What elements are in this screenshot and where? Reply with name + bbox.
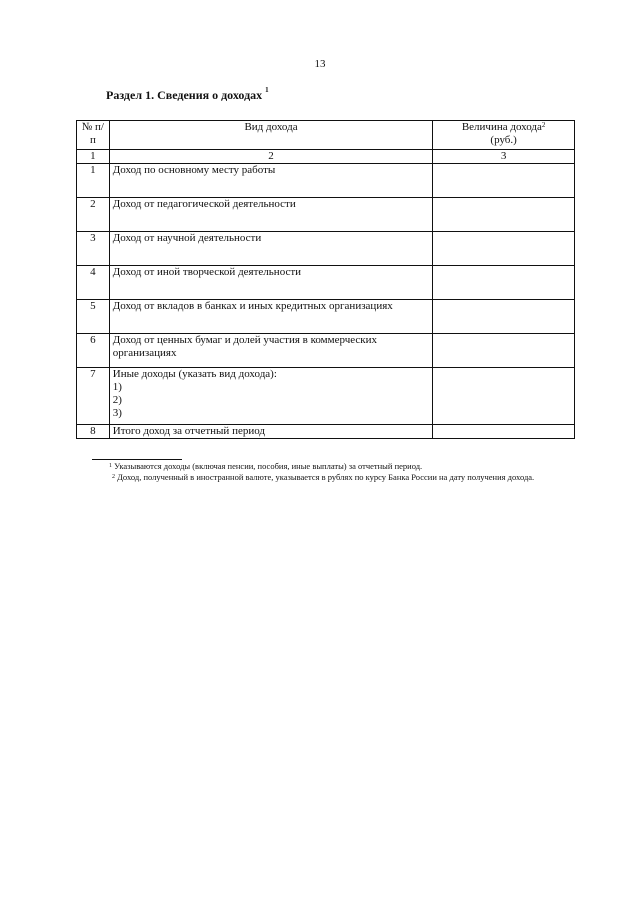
other-income-item: 3) <box>112 407 122 419</box>
row-label <box>109 368 432 425</box>
section-title <box>106 88 269 103</box>
row-value[interactable] <box>433 368 575 425</box>
row-number: 4 <box>77 266 110 300</box>
footnote-divider <box>92 459 182 460</box>
row-number: 1 <box>77 164 110 198</box>
row-value[interactable] <box>433 425 575 439</box>
header-number: № п/п <box>77 121 110 150</box>
row-value[interactable] <box>433 232 575 266</box>
footnote <box>92 461 578 472</box>
footnote-text: Доход, полученный в иностранной валюте, указывается в рублях по курсу Банка России на дату получения дохода. <box>117 472 535 482</box>
header-income-amount <box>433 121 575 150</box>
table-row <box>77 164 575 198</box>
column-number: 2 <box>109 150 432 164</box>
row-value[interactable] <box>433 198 575 232</box>
row-value[interactable] <box>433 334 575 368</box>
row-value[interactable] <box>433 266 575 300</box>
row-number: 5 <box>77 300 110 334</box>
header-row <box>77 121 575 150</box>
table-row-total <box>77 425 575 439</box>
section-title-text: Раздел 1. Сведения о доходах <box>106 88 263 102</box>
footnote-mark: 1 <box>109 463 112 469</box>
row-number: 6 <box>77 334 110 368</box>
row-label: Доход от иной творческой деятельности <box>109 266 432 300</box>
header-amount-footnote-mark: 2 <box>541 121 546 129</box>
footnote-mark: 2 <box>112 474 115 480</box>
header-income-type: Вид дохода <box>109 121 432 150</box>
row-number: 3 <box>77 232 110 266</box>
income-table <box>76 120 575 439</box>
page-number: 13 <box>314 58 326 70</box>
row-number: 7 <box>77 368 110 425</box>
section-title-footnote-mark: 1 <box>265 86 269 94</box>
row-value[interactable] <box>433 300 575 334</box>
table-row <box>77 232 575 266</box>
header-amount-unit: (руб.) <box>490 134 517 146</box>
other-income-label: Иные доходы (указать вид дохода): <box>112 368 277 380</box>
row-label: Доход от вкладов в банках и иных кредитных организациях <box>109 300 432 334</box>
row-number: 2 <box>77 198 110 232</box>
table-row <box>77 198 575 232</box>
footnotes <box>92 461 578 483</box>
table-row <box>77 266 575 300</box>
row-label: Доход от научной деятельности <box>109 232 432 266</box>
column-number: 1 <box>77 150 110 164</box>
other-income-item: 1) <box>112 381 122 393</box>
other-income-item: 2) <box>112 394 122 406</box>
row-value[interactable] <box>433 164 575 198</box>
header-amount-label: Величина дохода <box>461 121 542 133</box>
column-number: 3 <box>433 150 575 164</box>
row-label: Доход от педагогической деятельности <box>109 198 432 232</box>
row-label: Доход по основному месту работы <box>109 164 432 198</box>
row-label: Итого доход за отчетный период <box>109 425 432 439</box>
row-number: 8 <box>77 425 110 439</box>
table-row <box>77 334 575 368</box>
footnote-text: Указываются доходы (включая пенсии, пособия, иные выплаты) за отчетный период. <box>114 461 423 471</box>
footnote <box>92 472 578 483</box>
row-label: Доход от ценных бумаг и долей участия в коммерческих организациях <box>109 334 432 368</box>
table-row-other-income <box>77 368 575 425</box>
column-number-row <box>77 150 575 164</box>
table-row <box>77 300 575 334</box>
